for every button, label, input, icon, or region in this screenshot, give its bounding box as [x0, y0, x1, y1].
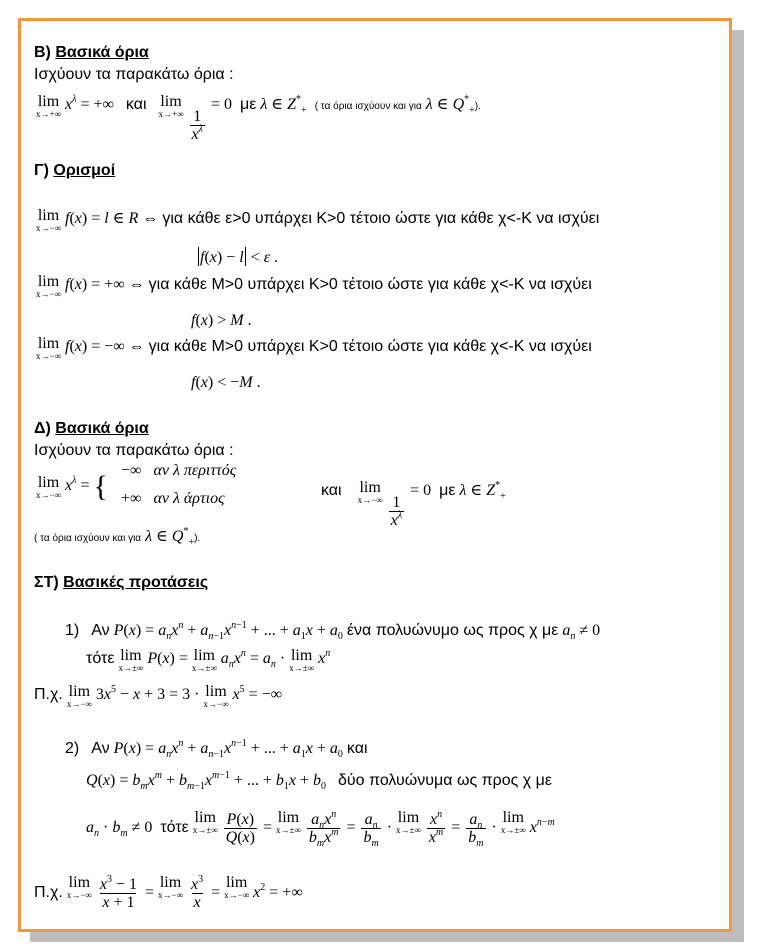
section-d-note: ( τα όρια ισχύουν και για λ ∈ $Q^*_+$).: [34, 526, 201, 548]
section-d-case-1: −∞ αν λ περιττός: [121, 462, 237, 479]
definition-3: lim x→−∞ f(x) = −∞ ⇔ για κάθε Μ>0 υπάρχει Κ>0 τέτοιο ώστε για κάθε χ<-Κ να ισχύει: [36, 335, 592, 361]
section-d-case-2: +∞ αν λ άρτιος: [121, 490, 225, 507]
section-b-intro: Ισχύουν τα παρακάτω όρια :: [34, 66, 234, 83]
definition-1: lim x→−∞ f(x) = l ∈ R ⇔ για κάθε ε>0 υπάρχει Κ>0 τέτοιο ώστε για κάθε χ<-Κ να ισχύει: [36, 207, 600, 233]
example-2: Π.χ. lim x→−∞ $\frac{x^3 - 1}{x + 1}$ = lim x→−∞ $\frac{x^3}{x}$ = lim x→−∞ $x^2$ = +∞: [34, 874, 303, 911]
proposition-1: 1) Αν $P(x) = a_nx^n + a_{n-1}x^{n-1}$ + ... + $a_1x + a_0$ ένα πολυώνυμο ως προς χ με $a_n \ne 0$: [65, 620, 601, 642]
proposition-2-conclusion: $a_n \cdot b_m \ne 0$ τότε lim x→±∞ $\frac{P(x)}{Q(x)}$ = lim x→±∞ $\frac{a_nx^n}{b_mx^m}$ = $\frac{a_n}{b_m}$ · lim x→±∞ $\frac{x^n}{x^m}$ = $\frac{a_n}{b_m}$ · lim x→±∞ $x^{n-m}$: [86, 809, 555, 849]
definition-3-condition: f(x) < −M .: [191, 374, 261, 391]
section-st-heading: ΣΤ) Βασικές προτάσεις: [34, 574, 209, 591]
section-g-heading: Γ) Ορισμοί: [34, 162, 116, 179]
proposition-1-conclusion: τότε lim x→±∞ P(x) = lim x→±∞ $a_nx^n = a_n$ · lim x→±∞ $x^n$: [86, 647, 331, 673]
example-1: Π.χ. lim x→−∞ $3x^5 - x + 3 = 3$ · lim x→−∞ $x^5$ = −∞: [34, 683, 283, 709]
section-b-formula: lim x→+∞ $x^\lambda$ = +∞ και lim x→+∞ $\frac{1}{x^\lambda}$ = 0 με λ ∈ $Z^*_+$ ( τα όρια ισχύουν και για λ ∈ $Q^*_+$).: [36, 93, 481, 143]
section-d-heading: Δ) Βασικά όρια: [34, 420, 149, 437]
proposition-2: 2) Αν $P(x) = a_nx^n + a_{n-1}x^{n-1}$ + ... + $a_1x + a_0$ και: [65, 738, 368, 760]
definition-2: lim x→−∞ f(x) = +∞ ⇔ για κάθε Μ>0 υπάρχει Κ>0 τέτοιο ώστε για κάθε χ<-Κ να ισχύει: [36, 273, 592, 299]
section-d-intro: Ισχύουν τα παρακάτω όρια :: [34, 442, 234, 459]
definition-2-condition: f(x) > M .: [191, 312, 252, 329]
document-page: [18, 18, 732, 932]
section-d-formula-left: lim x→−∞ $x^\lambda$ = {: [36, 470, 108, 503]
proposition-2-q: $Q(x) = b_mx^m + b_{m-1}x^{m-1}$ + ... + $b_1x + b_0$ δύο πολυώνυμα ως προς χ με: [86, 770, 552, 792]
section-b-heading: Β) Βασικά όρια: [34, 44, 149, 61]
section-d-formula-right: και lim x→−∞ $\frac{1}{x^\lambda}$ = 0 με λ ∈ $Z^*_+$: [321, 479, 506, 529]
definition-1-condition: f(x) − l < ε .: [200, 249, 279, 266]
